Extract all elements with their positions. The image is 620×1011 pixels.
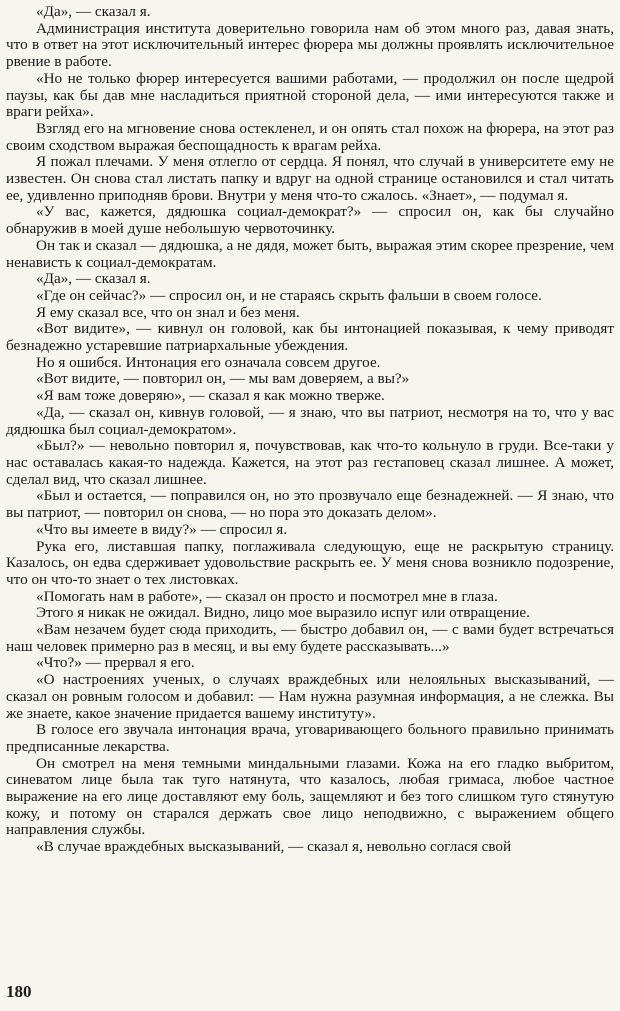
paragraph-9: «Где он сейчас?» — спросил он, и не стараясь скрыть фальши в своем голосе.: [36, 286, 542, 304]
paragraph-11: «Вот видите», — кивнул он головой, как бы интонацией показывая, к чему приводят безнадежно устаревшие патриархальные убеждения.: [6, 320, 614, 355]
paragraph-22: «Вам незачем будет сюда приходить, — быстро добавил он, — с вами будет встречаться наш человек примерно раз в месяц, и вы ему будете рассказывать...»: [6, 621, 614, 655]
paragraph-20: «Помогать нам в работе», — сказал он просто и посмотрел мне в глаза.: [36, 587, 498, 605]
paragraph-16: «Был?» — невольно повторил я, почувствовав, как что-то кольнуло в груди. Все-таки у нас оставалась какая-то надежда. Кажется, на этот раз гестаповец сказал лишнее. А может, сделал вид, что сказал лишнее.: [6, 437, 614, 488]
paragraph-2: Администрация института доверительно говорила нам об этом много раз, давая знать, что в ответ на этот исключительный интерес фюрера мы должны проявлять исключительное рвение в работе.: [6, 19, 614, 71]
paragraph-10: Я ему сказал все, что он знал и без меня.: [36, 303, 300, 321]
paragraph-19: Рука его, листавшая папку, поглаживала следующую, еще не раскрытую страницу. Казалось, он едва сдерживает удовольствие раскрыть ее. У меня снова возникло подозрение, что он что-то знает о тех листовках.: [6, 537, 614, 588]
page-number: 180: [6, 982, 32, 1001]
page-text: [6, 4, 614, 856]
paragraph-13: «Вот видите, — повторил он, — мы вам доверяем, а вы?»: [36, 370, 410, 388]
paragraph-6: «У вас, кажется, дядюшка социал-демократ?» — спросил он, как бы случайно обнаружив в моей душе небольшую червоточинку.: [6, 203, 614, 238]
paragraph-24: «О настроениях ученых, о случаях враждебных или нелояльных высказываний, — сказал он ровным голосом и добавил: — Нам нужна разумная информация, а не слежка. Вы же знаете, какое значение придается вашему институту».: [6, 671, 614, 722]
paragraph-5: Я пожал плечами. У меня отлегло от сердца. Я понял, что случай в университете ему не известен. Он снова стал листать папку и вдруг на одной странице остановился и стал читать ее, удивленно приподняв брови. Внутри у меня что-то сжалось. «Знает», — подумал я.: [6, 153, 614, 204]
paragraph-4: Взгляд его на мгновение снова остекленел, и он опять стал похож на фюрера, на этот раз своим сходством выражая беспощадность к врагам рейха.: [6, 119, 614, 154]
paragraph-25: В голосе его звучала интонация врача, уговаривающего больного правильно принимать предписанные лекарства.: [6, 721, 614, 755]
paragraph-1: «Да», — сказал я.: [36, 3, 151, 20]
paragraph-3: «Но не только фюрер интересуется вашими работами, — продолжил он после щедрой паузы, как бы дав мне насладиться приятной стороной дела, — ими интересуются также и враги рейха».: [6, 69, 614, 121]
paragraph-23: «Что?» — прервал я его.: [36, 654, 195, 672]
paragraph-8: «Да», — сказал я.: [36, 270, 151, 288]
paragraph-18: «Что вы имеете в виду?» — спросил я.: [36, 520, 288, 538]
paragraph-27: «В случае враждебных высказываний, — сказал я, невольно соглася свой: [36, 838, 512, 856]
paragraph-7: Он так и сказал — дядюшка, а не дядя, может быть, выражая этим скорее презрение, чем ненависть к социал-демократам.: [6, 236, 614, 271]
paragraph-21: Этого я никак не ожидал. Видно, лицо мое выразило испуг или отвращение.: [36, 604, 530, 622]
paragraph-17: «Был и остается, — поправился он, но это прозвучало еще безнадежней. — Я знаю, что вы патриот, — повторил он снова, — но пора это доказать делом».: [6, 487, 614, 522]
paragraph-15: «Да, — сказал он, кивнув головой, — я знаю, что вы патриот, несмотря на то, что у вас дядюшка был социал-демократом».: [6, 403, 614, 438]
paragraph-12: Но я ошибся. Интонация его означала совсем другое.: [36, 353, 381, 371]
paragraph-14: «Я вам тоже доверяю», — сказал я как можно тверже.: [36, 387, 385, 405]
paragraph-26: Он смотрел на меня темными миндальными глазами. Кожа на его гладко выбритом, синеватом лице была так туго натянута, что казалось, любая гримаса, любое частное выражение на его лице доставляют ему боль, защемляют и без того слишком туго стянутую кожу, и потому он старался держать свое лицо неподвижно, с выражением общего направления службы.: [6, 754, 614, 839]
